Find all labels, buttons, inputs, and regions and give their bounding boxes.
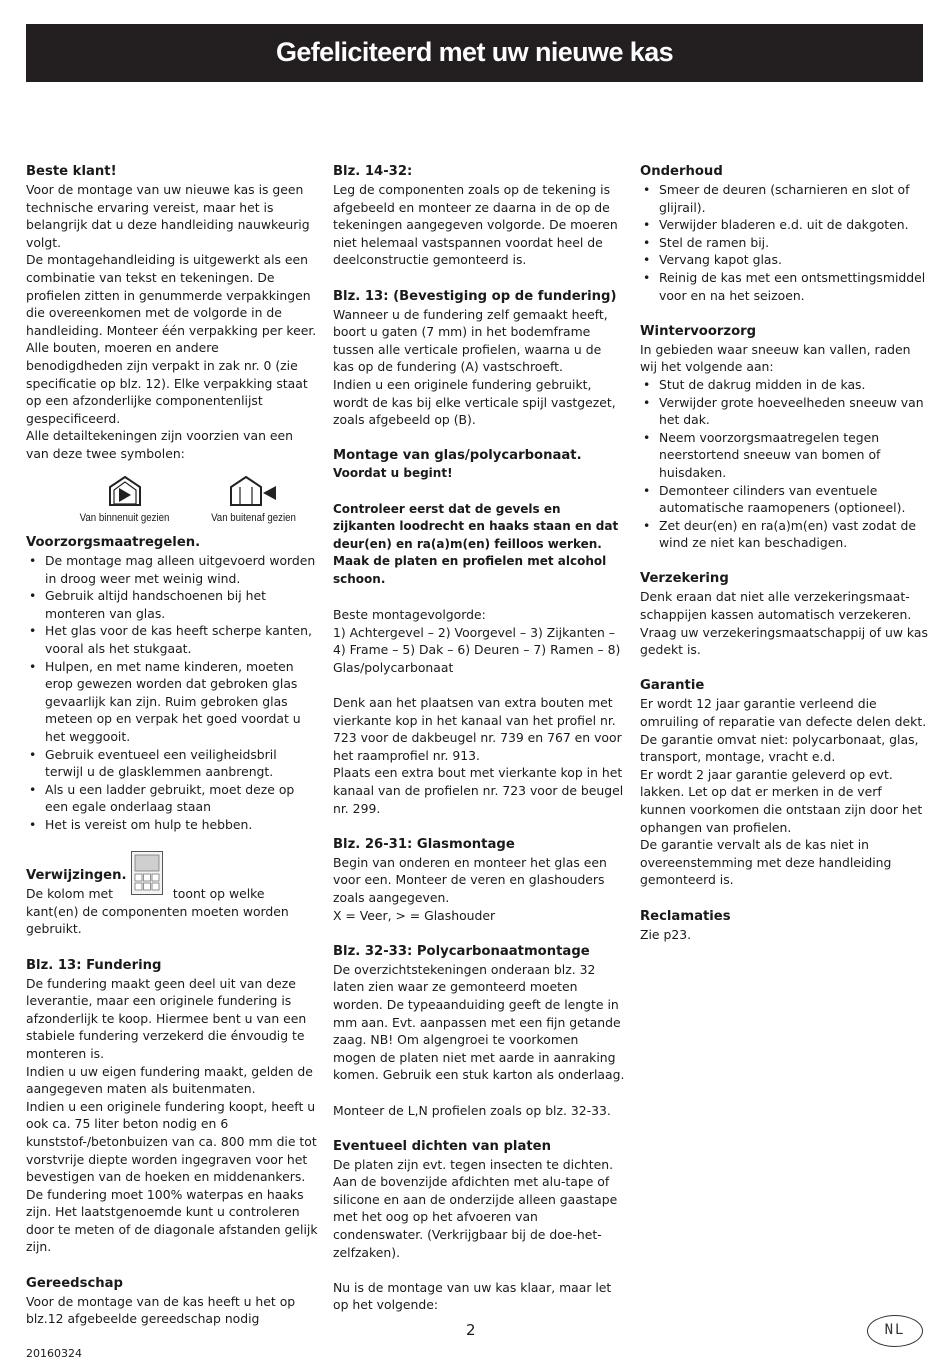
list-item: • Zet deur(en) en ra(a)m(en) vast zodat de wind ze niet kan beschadigen.: [640, 517, 930, 552]
intro-paragraph: Alle detailtekeningen zijn voorzien van een van deze twee symbolen:: [26, 428, 293, 461]
section-text: De platen zijn evt. tegen insecten te dichten. Aan de bovenzijde afdichten met alu-tape of silicone en aan de onderzijde alleen gaastape met het oog op het afvoeren van condenswater. (Verkrijgbaar bij de doe-het-zelfzaken).: [333, 1156, 618, 1260]
winter-list: [640, 376, 930, 552]
warning-text: Maak de platen en profielen met alcohol schoon.: [333, 554, 607, 586]
legend-text: X = Veer, > = Glashouder: [333, 907, 496, 923]
list-item: • Neem voorzorgsmaatregelen tegen neerstortend sneeuw van bomen of huisdaken.: [640, 429, 930, 482]
foundation-heading: Blz. 13: Fundering: [26, 957, 162, 973]
symbol-inside-label: Van binnenuit gezien: [79, 512, 170, 525]
list-item: • Het is vereist om hulp te hebben.: [26, 816, 318, 834]
list-item: • Stut de dakrug midden in de kas.: [640, 376, 930, 394]
page-number: 2: [466, 1321, 476, 1339]
column-2: [333, 162, 625, 1314]
house-inside-view-icon: [108, 475, 142, 507]
winter-heading: Wintervoorzorg: [640, 323, 757, 339]
list-item: • Hulpen, en met name kinderen, moeten erop gewezen worden dat gebroken glas gevaarlijk kan zijn. Ruim gebroken glas meteen op en verpak het goed voordat u het weggooit.: [26, 658, 318, 746]
maintenance-list: [640, 181, 930, 304]
list-item: • Demonteer cilinders van eventuele automatische raamopeners (optioneel).: [640, 482, 930, 517]
warranty-paragraph: De garantie omvat niet: polycarbonaat, glas, transport, montage, vracht e.d.: [640, 731, 919, 765]
section-text: De overzichtstekeningen onderaan blz. 32 laten zien waar ze gemonteerd moeten worden. De typeaanduiding geeft de lengte in mm aan. Evt. aanpassen met een fijn getande zaag. NB! Om algengroei te voorkomen mogen de platen niet met aarde in aanraking komen. Gebruik een stuk karton als onderlaag.: [333, 961, 625, 1083]
insurance-heading: Verzekering: [640, 571, 729, 587]
list-item: • Verwijder grote hoeveelheden sneeuw van het dak.: [640, 394, 930, 429]
warranty-paragraph: Er wordt 2 jaar garantie geleverd op evt. lakken. Let op dat er merken in de verf kunnen voorkomen die ontstaan zijn door het ophangen van profielen.: [640, 766, 923, 835]
references-text-b: toont op welke kant(en) de componenten moeten worden gebruikt.: [26, 886, 289, 937]
list-item: • Reinig de kas met een ontsmettingsmiddel voor en na het seizoen.: [640, 269, 930, 304]
list-item: • Stel de ramen bij.: [640, 234, 930, 252]
references-header: [26, 851, 318, 885]
symbol-outside: [189, 475, 318, 526]
section-text: Wanneer u de fundering zelf gemaakt heeft, boort u gaten (7 mm) in het bodemframe tussen alle verticale profielen, waarna u de kas op de fundering (A) vastschroeft.: [333, 306, 608, 375]
list-item: • Het glas voor de kas heeft scherpe kanten, vooral als het stukgaat.: [26, 622, 318, 657]
warranty-paragraph: Er wordt 12 jaar garantie verleend die omruiling of reparatie van defecte delen dekt.: [640, 696, 927, 730]
house-outside-view-icon: [229, 475, 279, 507]
symbol-inside: [60, 475, 189, 526]
date-code: 20160324: [26, 1347, 82, 1360]
list-item: • Gebruik eventueel een veiligheidsbril terwijl u de glasklemmen aanbrengt.: [26, 746, 318, 781]
column-1: [26, 162, 318, 1328]
insurance-text: Denk eraan dat niet alle verzekeringsmaat-schappijen kassen automatisch verzekeren. Vraag uw verzekeringsmaatschappij of uw kas gedekt is.: [640, 589, 928, 658]
order-heading: Beste montagevolgorde:: [333, 607, 486, 623]
tools-heading: Gereedschap: [26, 1275, 123, 1291]
section-heading: Blz. 14-32:: [333, 164, 413, 179]
component-grid-icon: [131, 851, 163, 895]
list-item: • Vervang kapot glas.: [640, 251, 930, 269]
foundation-paragraph: Indien u uw eigen fundering maakt, gelden de aangegeven maten als buitenmaten.: [26, 1063, 313, 1097]
precautions-list: [26, 552, 318, 834]
warranty-heading: Garantie: [640, 678, 705, 694]
language-badge: NL: [867, 1315, 923, 1347]
foundation-paragraph: De fundering maakt geen deel uit van deze leverantie, maar een originele fundering is afzonderlijk te koop. Hiermee bent u van een stabiele fundering verzekerd die énvoudig te monteren is.: [26, 975, 307, 1061]
section-text: Plaats een extra bout met vierkante kop in het kanaal van de profielen nr. 723 voor de beugel nr. 299.: [333, 765, 624, 816]
winter-intro: In gebieden waar sneeuw kan vallen, raden wij het volgende aan:: [640, 341, 911, 375]
warranty-paragraph: De garantie vervalt als de kas niet in overeenstemming met deze handleiding gemonteerd is.: [640, 837, 892, 888]
references-text: [26, 885, 318, 938]
section-text: Monteer de L,N profielen zoals op blz. 32-33.: [333, 1102, 611, 1118]
section-heading: Blz. 13: (Bevestiging op de fundering): [333, 288, 617, 304]
list-item: • De montage mag alleen uitgevoerd worden in droog weer met weinig wind.: [26, 552, 318, 587]
references-heading: Verwijzingen.: [26, 868, 127, 884]
section-text: Leg de componenten zoals op de tekening is afgebeeld en monteer ze daarna in de op de tekeningen aangegeven volgorde. De moeren niet helemaal vastspannen voordat heel de deelconstructie gemonteerd is.: [333, 182, 618, 268]
list-item: • Verwijder bladeren e.d. uit de dakgoten.: [640, 216, 930, 234]
maintenance-heading: Onderhoud: [640, 164, 723, 179]
list-item: • Gebruik altijd handschoenen bij het monteren van glas.: [26, 587, 318, 622]
section-text: Indien u een originele fundering gebruikt, wordt de kas bij elke verticale spijl vastgezet, zoals afgebeeld op (B).: [333, 376, 616, 428]
foundation-paragraph: Indien u een originele fundering koopt, heeft u ook ca. 75 liter beton nodig en 6 kunststof-/betonbuizen van ca. 800 mm die tot vorstvrije diepte worden ingegraven voor het bevestigen van de hoeken en middenankers. De fundering moet 100% waterpas en haaks zijn. Het laatstgenoemde kunt u controleren door te meten of de diagonale afstanden gelijk zijn.: [26, 1098, 318, 1255]
warning-text: Controleer eerst dat de gevels en zijkanten loodrecht en haaks staan en dat deur(en) en ra(a)m(en) feilloos werken.: [333, 501, 619, 551]
section-text: Begin van onderen en monteer het glas een voor een. Monteer de veren en glashouders zoals aangegeven.: [333, 854, 607, 905]
column-3: [640, 162, 930, 943]
list-item: • Smeer de deuren (scharnieren en slot of glijrail).: [640, 181, 930, 216]
section-text: Denk aan het plaatsen van extra bouten met vierkante kop in het kanaal van het profiel nr. 723 voor de dakbeugel nr. 739 en 767 en voor het raamprofiel nr. 913.: [333, 695, 622, 763]
page-title: Gefeliciteerd met uw nieuwe kas: [275, 37, 674, 68]
intro-paragraph: Voor de montage van uw nieuwe kas is geen technische ervaring vereist, maar het is belangrijk dat u deze handleiding nauwkeurig volgt.: [26, 182, 310, 250]
page-title-bar: [26, 24, 923, 82]
list-item: • Als u een ladder gebruikt, moet deze op een egale onderlaag staan: [26, 781, 318, 816]
claims-text: Zie p23.: [640, 926, 692, 942]
intro-paragraph: De montagehandleiding is uitgewerkt als een combinatie van tekst en tekeningen. De profielen zitten in genummerde verpakkingen die overeenkomen met de volgorde in de handleiding. Monteer één verpakking per keer. Alle bouten, moeren en andere benodigdheden zijn verpakt in zak nr. 0 (zie specificatie op blz. 12). Elke verpakking staat op een afzonderlijke componentenlijst gespecificeerd.: [26, 252, 317, 426]
intro-heading: Beste klant!: [26, 164, 117, 179]
section-heading: Blz. 32-33: Polycarbonaatmontage: [333, 943, 590, 959]
view-symbols: [60, 475, 318, 526]
section-heading: Blz. 26-31: Glasmontage: [333, 836, 515, 852]
order-text: 1) Achtergevel – 2) Voorgevel – 3) Zijkanten – 4) Frame – 5) Dak – 6) Deuren – 7) Ramen – 8) Glas/polycarbonaat: [333, 624, 621, 675]
section-heading: Montage van glas/polycarbonaat.: [333, 448, 582, 464]
symbol-outside-label: Van buitenaf gezien: [211, 512, 296, 525]
section-heading: Eventueel dichten van platen: [333, 1138, 551, 1154]
references-text-a: De kolom met: [26, 886, 114, 902]
precautions-heading: Voorzorgsmaatregelen.: [26, 535, 201, 551]
tools-text: Voor de montage van de kas heeft u het op blz.12 afgebeelde gereedschap nodig: [26, 1293, 296, 1327]
section-text: Nu is de montage van uw kas klaar, maar let op het volgende:: [333, 1279, 612, 1313]
claims-heading: Reclamaties: [640, 908, 731, 924]
section-subheading: Voordat u begint!: [333, 466, 453, 481]
